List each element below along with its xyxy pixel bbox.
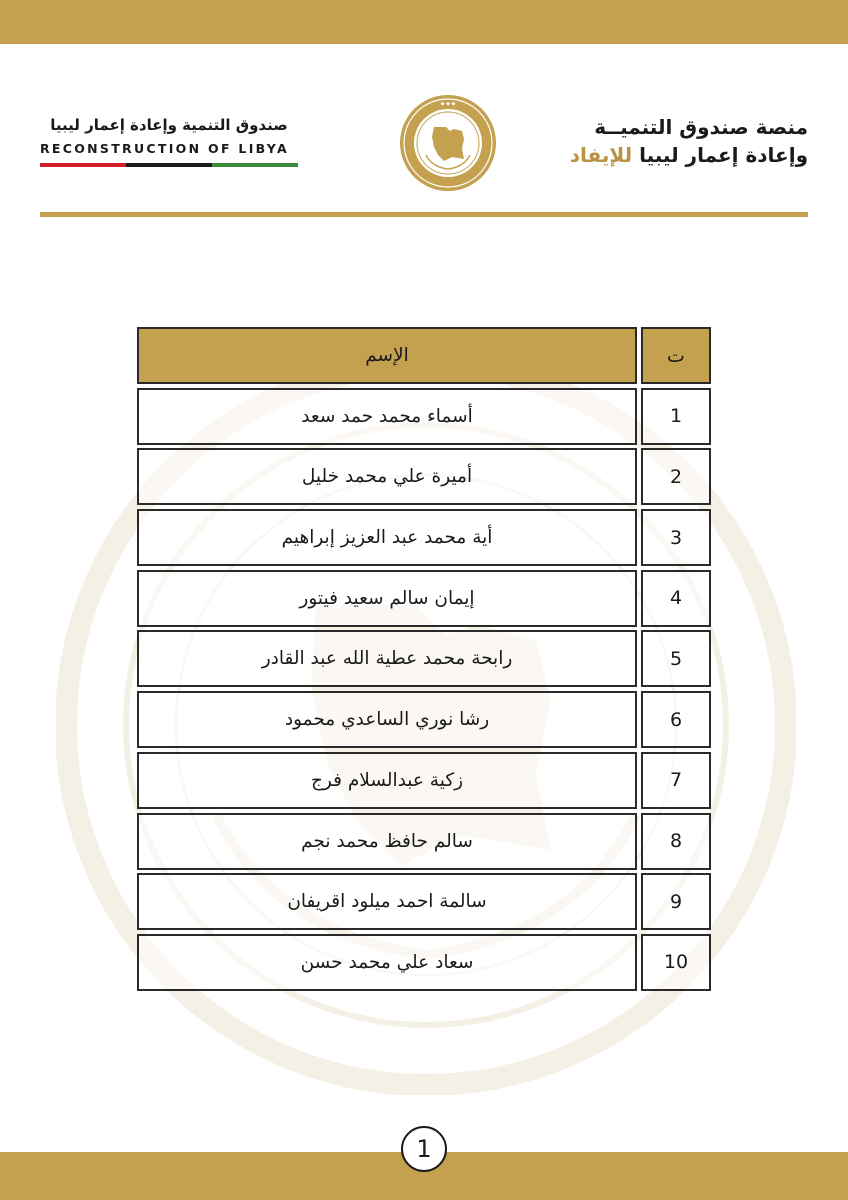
table-row	[137, 873, 711, 934]
number-cell: 8	[641, 813, 711, 870]
name-cell: رابحة محمد عطية الله عبد القادر	[137, 630, 637, 687]
table-row	[137, 752, 711, 813]
number-cell: 5	[641, 630, 711, 687]
header-name-cell: الإسم	[137, 327, 637, 384]
brand-arabic-name: صندوق التنمية وإعادة إعمار ليبيا	[50, 116, 288, 134]
brand-english-name: RECONSTRUCTION OF LIBYA	[40, 141, 289, 156]
number-cell: 7	[641, 752, 711, 809]
header-right-platform	[568, 113, 808, 169]
flag-green-segment	[212, 163, 298, 167]
number-cell: 4	[641, 570, 711, 627]
table-row	[137, 813, 711, 874]
table-row	[137, 691, 711, 752]
number-cell: 1	[641, 388, 711, 445]
header-divider	[40, 212, 808, 217]
name-cell: سالمة احمد ميلود اقريفان	[137, 873, 637, 930]
platform-title-accent: للإيفاد	[569, 143, 633, 167]
table-row	[137, 570, 711, 631]
page-number: 1	[401, 1126, 447, 1172]
platform-title-line1: منصة صندوق التنميــة	[594, 115, 808, 139]
name-cell: زكية عبدالسلام فرج	[137, 752, 637, 809]
table-row	[137, 448, 711, 509]
platform-title-line2	[568, 141, 808, 169]
name-cell: رشا نوري الساعدي محمود	[137, 691, 637, 748]
table-row	[137, 934, 711, 995]
name-cell: إيمان سالم سعيد فيتور	[137, 570, 637, 627]
names-table	[137, 327, 711, 995]
flag-black-segment	[126, 163, 212, 167]
name-cell: أية محمد عبد العزيز إبراهيم	[137, 509, 637, 566]
table-row	[137, 388, 711, 449]
name-cell: أسماء محمد حمد سعد	[137, 388, 637, 445]
libya-flag-stripe	[40, 163, 298, 167]
top-gold-band	[0, 0, 848, 44]
name-cell: أميرة علي محمد خليل	[137, 448, 637, 505]
table-row	[137, 630, 711, 691]
number-cell: 10	[641, 934, 711, 991]
header-left-brand	[40, 116, 300, 167]
flag-red-segment	[40, 163, 126, 167]
number-cell: 9	[641, 873, 711, 930]
platform-title-main: وإعادة إعمار ليبيا	[639, 143, 808, 167]
number-cell: 2	[641, 448, 711, 505]
number-cell: 3	[641, 509, 711, 566]
number-cell: 6	[641, 691, 711, 748]
table-header-row	[137, 327, 711, 388]
libya-map-seal-icon	[398, 93, 498, 193]
header-number-cell: ت	[641, 327, 711, 384]
table-row	[137, 509, 711, 570]
name-cell: سالم حافظ محمد نجم	[137, 813, 637, 870]
name-cell: سعاد علي محمد حسن	[137, 934, 637, 991]
svg-text:◆ ◆ ◆: ◆ ◆ ◆	[440, 101, 456, 107]
